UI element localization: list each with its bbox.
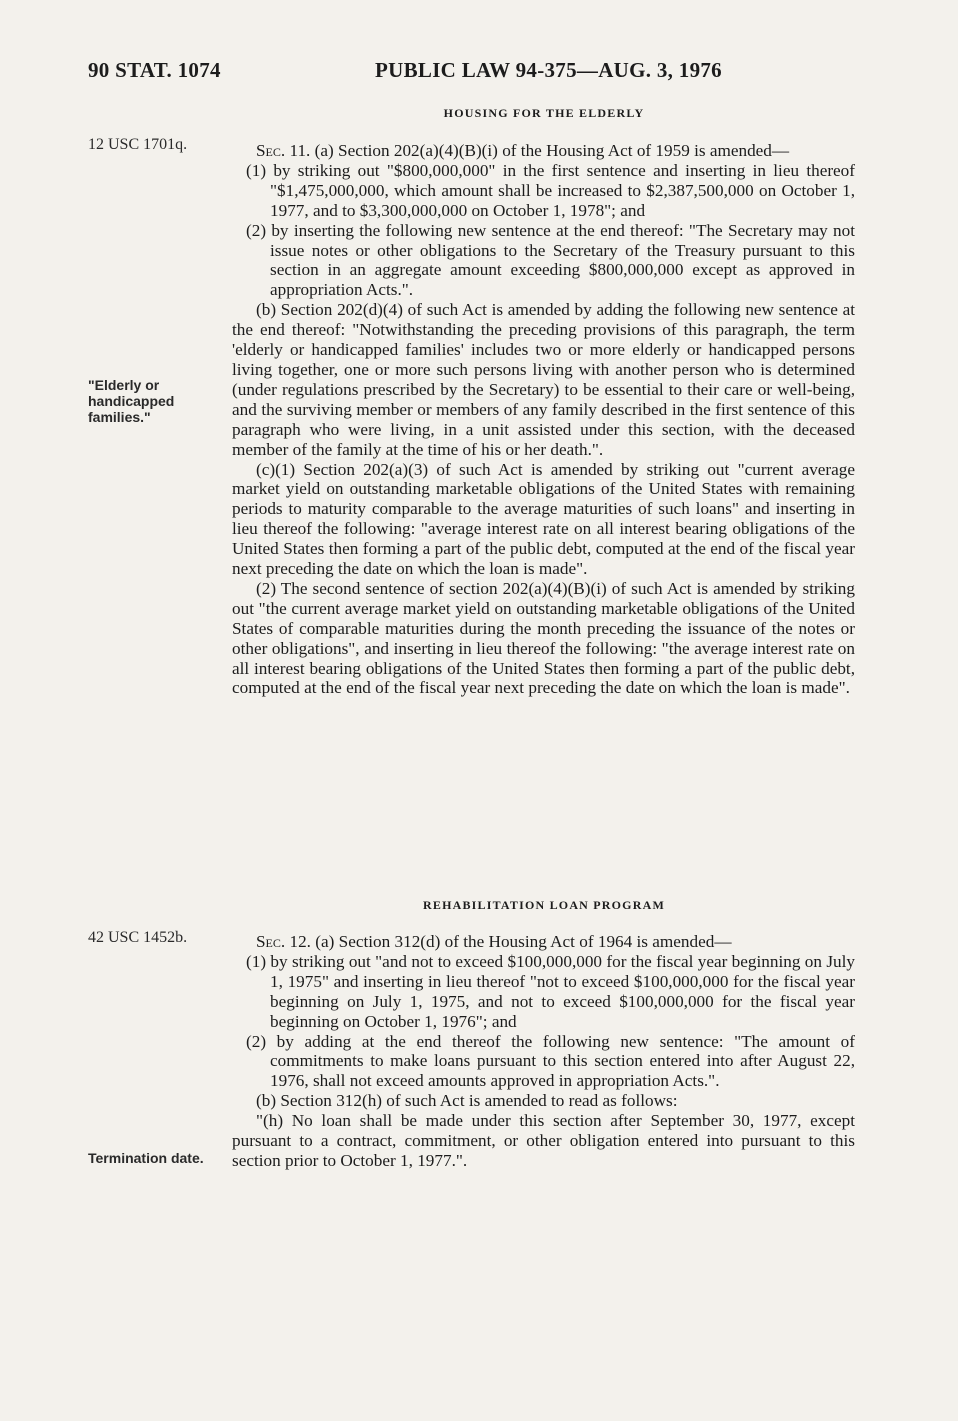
margin-note-elderly-families: "Elderly or handicapped families.": [88, 377, 175, 425]
caption-rehabilitation-loan: REHABILITATION LOAN PROGRAM: [423, 898, 665, 912]
section-11-intro: [232, 141, 855, 161]
section-12-intro-text: (a) Section 312(d) of the Housing Act of 1964 is amended—: [310, 932, 732, 951]
section-12-body: [232, 932, 855, 1171]
section-11-a2: (2) by inserting the following new sentence at the end thereof: "The Secretary may not issue notes or other obligations to the Secretary of the Treasury pursuant to this section in an aggregate amount exceeding $800,000,000 except as approved in appropriation Acts.".: [246, 220, 855, 300]
section-11-b: (b) Section 202(d)(4) of such Act is amended by adding the following new sentence at the end thereof: "Notwithstanding the preceding provisions of this paragraph, the term 'elderly or handicapped families' includes two or more elderly or handicapped persons living together, one or more such persons living with another person who is determined (under regulations prescribed by the Secretary) to be essential to their care or well-being, and the surviving member or members of any family described in the first sentence of this paragraph who were living, in a unit assisted under this section, with the deceased member of the family at the time of his or her death.".: [232, 300, 855, 459]
section-12-a1: (1) by striking out "and not to exceed $100,000,000 for the fiscal year beginning on July 1, 1975" and inserting in lieu thereof "not to exceed $100,000,000 for the fiscal year beginning on July 1, 1975, and not to exceed $100,000,000 for the fiscal year beginning on October 1, 1976"; and: [246, 951, 855, 1031]
public-law-title: PUBLIC LAW 94-375—AUG. 3, 1976: [375, 58, 722, 82]
section-11-body: [232, 141, 855, 698]
margin-citation-12usc: 12 USC 1701q.: [88, 136, 188, 153]
section-11-c1: (c)(1) Section 202(a)(3) of such Act is amended by striking out "current average market yield on outstanding marketable obligations of the United States with remaining periods to maturity comparable to the average maturities of such loans" and inserting in lieu thereof the following: "average interest rate on all interest bearing obligations of the United States then forming a part of the public debt, computed at the end of the fiscal year next preceding the date on which the loan is made".: [232, 459, 855, 579]
statute-page-number: 90 STAT. 1074: [88, 58, 221, 82]
caption-housing-elderly: HOUSING FOR THE ELDERLY: [443, 106, 645, 120]
section-11-a1: (1) by striking out "$800,000,000" in the first sentence and inserting in lieu thereof "$1,475,000,000, which amount shall be increased to $2,387,500,000 on October 1, 1977, and to $3,300,000,000 on October 1, 1978"; and: [246, 160, 855, 220]
section-11-label: Sec. 11.: [256, 141, 311, 160]
section-12-intro: [232, 932, 855, 952]
page-header: [88, 58, 898, 88]
section-12-a2: (2) by adding at the end thereof the following new sentence: "The amount of commitments to make loans pursuant to this section entered into after August 22, 1976, shall not exceed amounts approved in appropriation Acts.".: [246, 1031, 855, 1091]
section-11-c2: (2) The second sentence of section 202(a)(4)(B)(i) of such Act is amended by striking out "the current average market yield on outstanding marketable obligations of the United States of comparable maturities during the month preceding the issuance of the notes or other obligations", and inserting in lieu thereof the following: "the average interest rate on all interest bearing obligations of the United States then forming a part of the public debt, computed at the end of the fiscal year next preceding the date on which the loan is made".: [232, 578, 855, 698]
margin-citation-42usc: 42 USC 1452b.: [88, 929, 188, 946]
section-11-intro-text: (a) Section 202(a)(4)(B)(i) of the Housing Act of 1959 is amended—: [310, 141, 790, 160]
section-12-h: "(h) No loan shall be made under this section after September 30, 1977, except pursuant to a contract, commitment, or other obligation entered into pursuant to this section prior to October 1, 1977.".: [232, 1111, 855, 1170]
margin-note-termination-date: Termination date.: [88, 1150, 204, 1166]
section-12-label: Sec. 12.: [256, 932, 311, 951]
section-12-b: (b) Section 312(h) of such Act is amended to read as follows:: [256, 1091, 678, 1111]
